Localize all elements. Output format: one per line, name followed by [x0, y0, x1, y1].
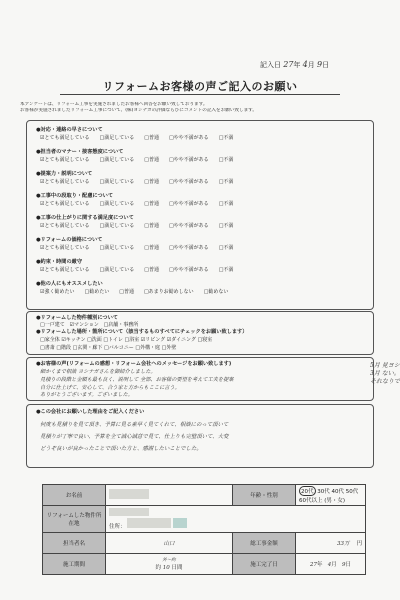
age-label: 年齢・性別 [233, 485, 296, 506]
question-options [40, 288, 238, 295]
completion-month: 4 [327, 562, 332, 568]
period-note: 外～約 [162, 558, 176, 563]
place-option[interactable]: □家全体 [40, 337, 60, 343]
entry-date-day: 9 [316, 60, 323, 69]
rating-option[interactable]: ☑とても満足している [40, 135, 90, 141]
reason-heading: ●この会社にお願いした理由をご記入ください [36, 409, 145, 415]
rating-option[interactable]: □普通 [144, 157, 159, 163]
period-unit: 日間 [171, 565, 183, 571]
margin-note-line: 5月 見ヨシ [370, 362, 400, 369]
staff-value[interactable]: 山口 [106, 533, 233, 554]
customer-info-table [42, 484, 366, 575]
address-field[interactable] [106, 506, 366, 533]
question-options [40, 222, 243, 229]
entry-date-day-unit: 日 [322, 61, 330, 69]
rating-option[interactable]: □不満 [218, 135, 234, 141]
rating-option[interactable]: □やや不満がある [168, 157, 209, 163]
question-options [40, 266, 243, 273]
rating-option[interactable]: □不満 [218, 201, 234, 207]
name-label: お名前 [43, 485, 106, 506]
place-option[interactable]: □洗面 [87, 337, 102, 343]
place-option[interactable]: ☑ダイニング [166, 337, 196, 343]
reason-line: 見積りが丁寧で良い、予算を全て誠心誠意で見て、仕上りも完璧頂いて、大変 [40, 434, 229, 440]
entry-date-month-unit: 月 [307, 61, 315, 69]
redacted-name [109, 489, 149, 499]
question-heading: ●工事中の段取り・配慮について [36, 193, 114, 199]
rating-option[interactable]: □不満 [218, 223, 234, 229]
period-prefix: 約 [155, 565, 161, 571]
age-option[interactable]: 50代 [345, 489, 359, 495]
rating-option[interactable]: □あまりお勧めしない [143, 289, 194, 295]
period-field[interactable] [106, 554, 233, 575]
rating-option[interactable]: ☑とても満足している [40, 245, 90, 251]
rating-option[interactable]: □やや不満がある [168, 135, 209, 141]
rating-option[interactable]: □満足している [99, 179, 135, 185]
rating-option[interactable]: ☑とても満足している [40, 157, 90, 163]
redacted-address [127, 518, 171, 528]
completion-date-label: 施工完了日 [233, 554, 296, 575]
rating-option[interactable]: □やや不満がある [168, 267, 209, 273]
place-option[interactable]: ☑キッチン [61, 337, 86, 343]
property-option[interactable]: □店舗・事務所 [103, 322, 139, 328]
rating-option[interactable]: □普通 [144, 245, 159, 251]
entry-date-year-unit: 年 [293, 61, 301, 69]
place-option[interactable]: □外壁 [161, 345, 177, 351]
rating-option[interactable]: □普通 [144, 135, 159, 141]
name-field[interactable] [106, 485, 233, 506]
voice-heading: ●お客様の声(リフォームの感想・リフォーム会社へのメッセージをお願い致します) [36, 361, 232, 367]
rating-option[interactable]: □普通 [144, 267, 159, 273]
rating-option[interactable]: □やや不満がある [168, 245, 209, 251]
margin-note-line: それなりで [370, 378, 400, 385]
rating-option[interactable]: ☑とても満足している [40, 267, 90, 273]
rating-option[interactable]: □満足している [99, 201, 135, 207]
place-option[interactable]: □書斎 [40, 345, 55, 351]
period-value: 10 [162, 565, 170, 571]
gender-option[interactable]: (男・女) [324, 498, 346, 504]
places-row-1 [40, 336, 212, 343]
entry-date-label: 記入日 [260, 61, 281, 69]
rating-option[interactable]: □勧めたい [84, 289, 110, 295]
rating-option[interactable]: □満足している [99, 135, 135, 141]
question-heading: ●工事の仕上がりに関する満足度について [36, 215, 134, 221]
place-option[interactable]: □寝室 [197, 337, 213, 343]
rating-option[interactable]: □普通 [144, 201, 159, 207]
intro-line: 本アンケートは、リフォーム工事を実施されましたお客様へ回答をお願い致しております。 [20, 102, 208, 107]
place-option[interactable]: □トイレ [103, 337, 123, 343]
completion-month-unit: 月 [331, 562, 337, 568]
redacted-postcode [109, 508, 149, 516]
address-label: 住所： [109, 524, 126, 530]
rating-option[interactable]: ☑とても満足している [40, 179, 90, 185]
question-options [40, 178, 243, 185]
completion-date-field[interactable] [296, 554, 366, 575]
period-label: 施工期間 [43, 554, 106, 575]
question-options [40, 200, 243, 207]
margin-note-line: 3月 ない。 [370, 370, 400, 377]
entry-date [260, 60, 329, 70]
redacted-address-part [173, 518, 187, 528]
reason-line: 何度も見積りを見て頂き、予算に見る素早く見てくれて、相談にのって頂いて [40, 422, 229, 428]
entry-date-year: 27 [283, 60, 294, 69]
age-option-selected[interactable]: 20代 [299, 486, 316, 496]
entry-date-month: 4 [302, 60, 308, 69]
question-options [40, 244, 243, 251]
question-heading: ●リフォームの価格について [36, 237, 103, 243]
property-option[interactable]: ☑マンション [69, 322, 99, 328]
reason-line: どうぞ良いが良かったことで頂いた方と、感謝したいことでした。 [40, 446, 202, 452]
completion-day-unit: 日 [345, 562, 352, 568]
margin-note [370, 362, 400, 386]
rating-option[interactable]: □やや不満がある [168, 201, 209, 207]
places-heading: ●リフォームした場所・箇所について（該当するものすべてにチェックをお願い致します） [36, 329, 248, 335]
rating-option[interactable]: □勧めない [203, 289, 229, 295]
property-type-heading: ●リフォームした物件種別について [36, 315, 118, 321]
intro-line: お客様が実施されましたリフォーム工事について、(株)ヨシナガの評価ならびにコメントの記入をお願い致します。 [20, 108, 257, 113]
question-heading: ●約束・時間の厳守 [36, 259, 83, 265]
amount-unit: 円 [356, 541, 362, 547]
question-heading: ●他の人にもオススメしたい [36, 281, 103, 287]
staff-label: 担当者名 [43, 533, 106, 554]
property-option[interactable]: □一戸建て [40, 322, 65, 328]
question-options [40, 156, 243, 163]
rating-option[interactable]: □満足している [99, 157, 135, 163]
completion-day: 9 [342, 562, 346, 568]
age-option[interactable]: 60代以上 [299, 498, 323, 504]
age-option[interactable]: 40代 [331, 489, 344, 495]
property-location-label: リフォームした物件所在地 [43, 506, 106, 533]
rating-option[interactable]: □普通 [144, 223, 159, 229]
amount-field[interactable] [296, 533, 366, 554]
places-row-2 [40, 344, 176, 351]
voice-line: ありがとうございます。ございました。 [40, 392, 133, 398]
rating-option[interactable]: □やや不満がある [168, 179, 209, 185]
rating-option[interactable]: □不満 [218, 157, 234, 163]
voice-line: 細かくまで相談 ヨシナガさんを御紹介しました。 [40, 369, 156, 375]
rating-option[interactable]: ☑とても満足している [40, 223, 90, 229]
title-underline [60, 94, 340, 95]
rating-option[interactable]: □やや不満がある [168, 223, 209, 229]
rating-option[interactable]: □不満 [218, 267, 234, 273]
age-option[interactable]: 30代 [317, 489, 330, 495]
question-heading: ●対応・連絡の早さについて [36, 127, 103, 133]
rating-option[interactable]: □普通 [119, 289, 134, 295]
amount-value: 33万 [336, 541, 350, 547]
amount-label: 総工事金額 [233, 533, 296, 554]
rating-option[interactable]: ☑とても満足している [40, 201, 90, 207]
place-option[interactable]: □階段 [56, 345, 72, 351]
question-heading: ●担当者のマナー・接客態度について [36, 149, 124, 155]
question-heading: ●提案力・説明について [36, 171, 93, 177]
rating-option[interactable]: □満足している [99, 245, 135, 251]
place-option[interactable]: □外構・庭 [135, 345, 161, 351]
rating-option[interactable]: ☑強く勧めたい [40, 289, 75, 295]
rating-option[interactable]: □普通 [144, 179, 159, 185]
voice-line: 自分に仕上げて、安心して、合う家と方からもここに言う。 [40, 385, 180, 391]
place-option[interactable]: □バルコニー [103, 345, 134, 351]
page-title: リフォームお客様の声ご記入のお願い [102, 80, 298, 93]
completion-year: 27 [309, 562, 317, 568]
place-option[interactable]: ☑リビング [140, 337, 166, 343]
place-option[interactable]: □浴室 [124, 337, 140, 343]
rating-option[interactable]: □不満 [218, 245, 234, 251]
voice-line: 見積りの段階と金額も最も良く、説明して 全部、お客様の要望を考えて工夫を提案 [40, 377, 234, 383]
property-type-options [40, 321, 138, 328]
rating-option[interactable]: □不満 [218, 179, 234, 185]
rating-option[interactable]: □満足している [99, 267, 135, 273]
age-options[interactable] [296, 485, 366, 506]
question-options [40, 134, 243, 141]
place-option[interactable]: □玄関・廊下 [72, 345, 103, 351]
completion-year-unit: 年 [316, 562, 323, 568]
rating-option[interactable]: □満足している [99, 223, 135, 229]
